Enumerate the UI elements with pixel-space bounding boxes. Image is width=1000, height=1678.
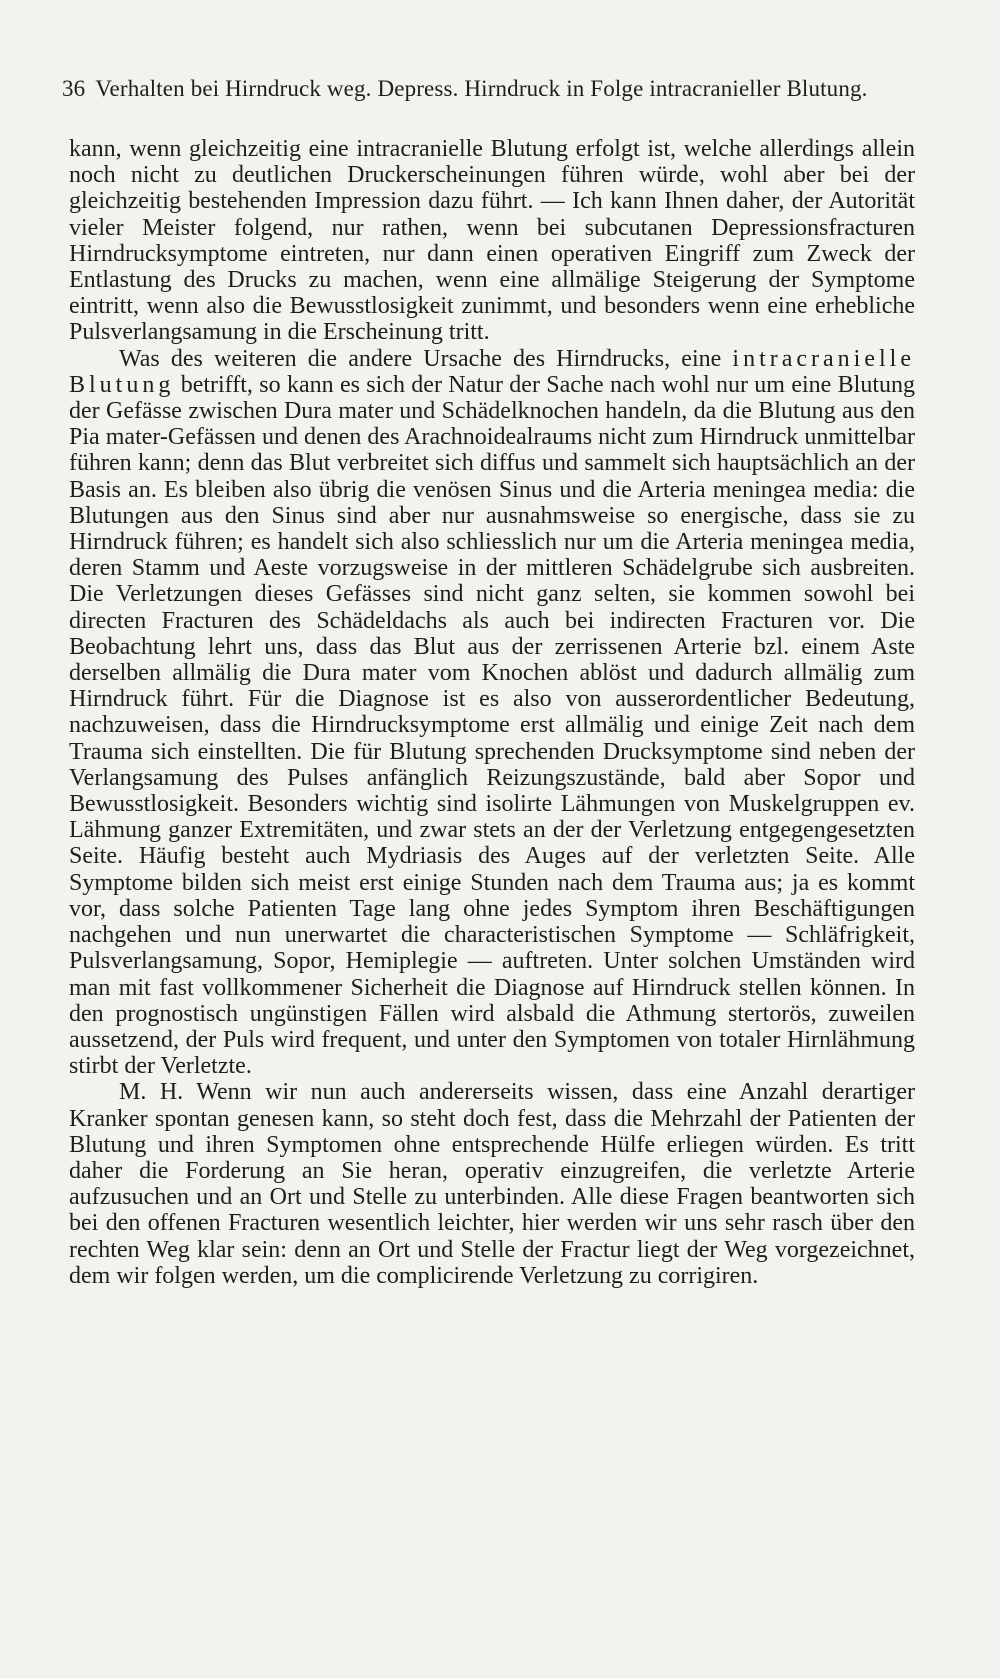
page-number: 36 [62,76,86,101]
running-header [62,74,922,104]
paragraph-1: kann, wenn gleichzeitig eine intracranielle Blutung erfolgt ist, welche allerdings allein noch nicht zu deutlichen Druckerscheinungen führen würde, wohl aber bei der gleichzeitig bestehenden Impression dazu führt. — Ich kann Ihnen daher, der Autorität vieler Meister folgend, nur rathen, wenn bei subcutanen Depressionsfracturen Hirndrucksymptome eintreten, nur dann einen operativen Eingriff zum Zweck der Entlastung des Drucks zu machen, wenn eine allmälige Steigerung der Symptome eintritt, wenn also die Bewusstlosigkeit zunimmt, und besonders wenn eine erhebliche Pulsverlangsamung in die Erscheinung tritt. [69,136,915,346]
body-text [69,136,915,1289]
paragraph-2-rest: betrifft, so kann es sich der Natur der Sache nach wohl nur um eine Blutung der Gefässe zwischen Dura mater und Schädelknochen handeln, da die Blutung aus den Pia mater-Gefässen und denen des Arachnoidealraums nicht zum Hirndruck unmittelbar führen kann; denn das Blut verbreitet sich diffus und sammelt sich hauptsächlich an der Basis an. Es bleiben also übrig die venösen Sinus und die Arteria meningea media: die Blutungen aus den Sinus sind aber nur ausnahmsweise so energische, dass sie zu Hirndruck führen; es handelt sich also schliesslich nur um die Arteria meningea media, deren Stamm und Aeste vorzugsweise in der mittleren Schädelgrube sich ausbreiten. Die Verletzungen dieses Gefässes sind nicht ganz selten, sie kommen sowohl bei directen Fracturen des Schädeldachs als auch bei indirecten Fracturen vor. Die Beobachtung lehrt uns, dass das Blut aus der zerrissenen Arterie bzl. einem Aste derselben allmälig die Dura mater vom Knochen ablöst und dadurch allmälig zum Hirndruck führt. Für die Diagnose ist es also von ausserordentlicher Bedeutung, nachzuweisen, dass die Hirndrucksymptome erst allmälig und einige Zeit nach dem Trauma sich einstellten. Die für Blutung sprechenden Drucksymptome sind neben der Verlangsamung des Pulses anfänglich Reizungszustände, bald aber Sopor und Bewusstlosigkeit. Besonders wichtig sind isolirte Lähmungen von Muskelgruppen ev. Lähmung ganzer Extremitäten, und zwar stets an der der Verletzung entgegengesetzten Seite. Häufig besteht auch Mydriasis des Auges auf der verletzten Seite. Alle Symptome bilden sich meist erst einige Stunden nach dem Trauma aus; ja es kommt vor, dass solche Patienten Tage lang ohne jedes Symptom ihren Beschäftigungen nachgehen und nun unerwartet die characteristischen Symptome — Schläfrigkeit, Pulsverlangsamung, Sopor, Hemiplegie — auftreten. Unter solchen Umständen wird man mit fast vollkommener Sicherheit die Diagnose auf Hirndruck stellen können. In den prognostisch ungünstigen Fällen wird alsbald die Athmung stertorös, zuweilen aussetzend, der Puls wird frequent, und unter den Symptomen von totaler Hirnlähmung stirbt der Verletzte. [69,371,915,1080]
paragraph-3: M. H. Wenn wir nun auch andererseits wissen, dass eine Anzahl derartiger Kranker spontan genesen kann, so steht doch fest, dass die Mehrzahl der Patienten der Blutung und ihren Symptomen ohne entsprechende Hülfe erliegen würden. Es tritt daher die Forderung an Sie heran, operativ einzugreifen, die verletzte Arterie aufzusuchen und an Ort und Stelle zu unterbinden. Alle diese Fragen beantworten sich bei den offenen Fracturen wesentlich leichter, hier werden wir uns sehr rasch über den rechten Weg klar sein: denn an Ort und Stelle der Fractur liegt der Weg vorgezeichnet, dem wir folgen werden, um die complicirende Verletzung zu corrigiren. [69,1079,915,1289]
spaced-emphasis: intracranielle Blutung [69,345,915,398]
paragraph-2-start: Was des weiteren die andere Ursache des Hirndrucks, eine [119,345,722,372]
paragraph-2 [69,346,915,1080]
running-title: Verhalten bei Hirndruck weg. Depress. Hirndruck in Folge intracranieller Blutung. [95,76,868,101]
